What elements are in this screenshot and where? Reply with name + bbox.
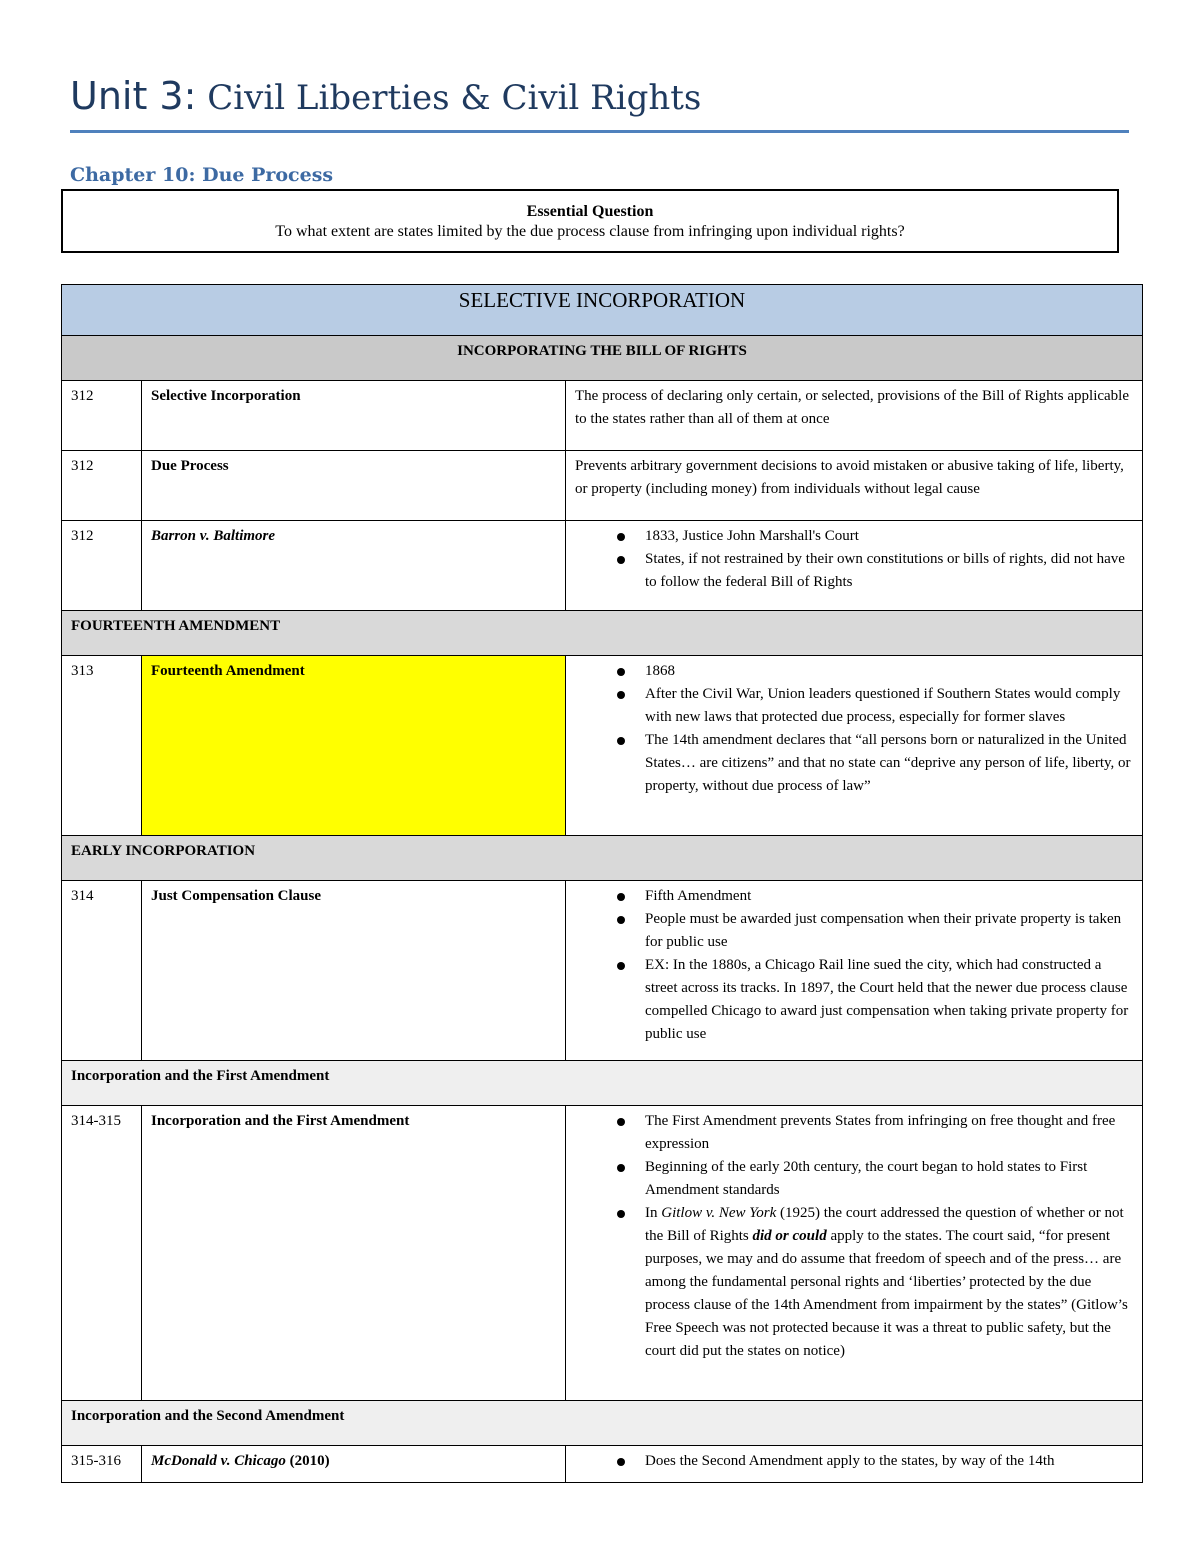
case-name: Gitlow v. New York bbox=[661, 1205, 777, 1221]
definition-cell: The process of declaring only certain, or selected, provisions of the Bill of Rights applicable to the states rather than all of them at once bbox=[566, 381, 1143, 451]
essential-question-text: To what extent are states limited by the due process clause from infringing upon individual rights? bbox=[275, 223, 905, 240]
page-cell: 313 bbox=[62, 656, 142, 836]
table-subtitle-row bbox=[62, 336, 1143, 381]
list-item: Fifth Amendment bbox=[645, 885, 1133, 908]
list-item: After the Civil War, Union leaders questioned if Southern States would comply with new laws that protected due process, especially for former slaves bbox=[645, 683, 1133, 729]
definition-cell bbox=[566, 521, 1143, 611]
page-cell: 312 bbox=[62, 451, 142, 521]
list-item: Beginning of the early 20th century, the court began to hold states to First Amendment standards bbox=[645, 1156, 1133, 1202]
term-cell: Due Process bbox=[142, 451, 566, 521]
page-cell: 314 bbox=[62, 881, 142, 1061]
section-heading: FOURTEENTH AMENDMENT bbox=[62, 611, 1143, 656]
chapter-heading: Chapter 10: Due Process bbox=[70, 164, 334, 186]
definition-cell bbox=[566, 1446, 1143, 1483]
table-title: SELECTIVE INCORPORATION bbox=[62, 285, 1143, 336]
list-item: EX: In the 1880s, a Chicago Rail line sued the city, which had constructed a street across its tracks. In 1897, the Court held that the newer due process clause compelled Chicago to award just compensation when taking private property for public use bbox=[645, 954, 1133, 1046]
term-cell: Selective Incorporation bbox=[142, 381, 566, 451]
table-row bbox=[62, 381, 1143, 451]
term-cell: Barron v. Baltimore bbox=[142, 521, 566, 611]
unit-title bbox=[70, 72, 701, 122]
section-heading: EARLY INCORPORATION bbox=[62, 836, 1143, 881]
list-item: Does the Second Amendment apply to the states, by way of the 14th bbox=[645, 1450, 1133, 1473]
table-subtitle: INCORPORATING THE BILL OF RIGHTS bbox=[62, 336, 1143, 381]
list-item: The 14th amendment declares that “all persons born or naturalized in the United States… are citizens” and that no state can “deprive any person of life, liberty, or property, without due process of law” bbox=[645, 729, 1133, 798]
list-item: In Gitlow v. New York (1925) the court addressed the question of whether or not the Bill of Rights did or could apply to the states. The court said, “for present purposes, we may and do assume that freedom of speech and of the press… are among the fundamental personal rights and ‘liberties’ protected by the due process clause of the 14th Amendment from impairment by the states” (Gitlow’s Free Speech was not protected because it was a threat to public safety, but the court did put the states on notice) bbox=[645, 1202, 1133, 1363]
unit-label: Unit 3: bbox=[70, 74, 197, 118]
term-cell: Incorporation and the First Amendment bbox=[142, 1106, 566, 1401]
definition-cell bbox=[566, 1106, 1143, 1401]
page-cell: 312 bbox=[62, 521, 142, 611]
essential-question-box bbox=[61, 189, 1119, 253]
case-name: McDonald v. Chicago bbox=[151, 1453, 286, 1469]
definition-cell: Prevents arbitrary government decisions to avoid mistaken or abusive taking of life, liberty, or property (including money) from individuals without legal cause bbox=[566, 451, 1143, 521]
list-item: States, if not restrained by their own constitutions or bills of rights, did not have to follow the federal Bill of Rights bbox=[645, 548, 1133, 594]
section-row-second-amendment bbox=[62, 1401, 1143, 1446]
term-cell: McDonald v. Chicago (2010) bbox=[142, 1446, 566, 1483]
section-row-fourteenth bbox=[62, 611, 1143, 656]
table-row bbox=[62, 881, 1143, 1061]
table-row bbox=[62, 656, 1143, 836]
title-divider bbox=[70, 130, 1129, 133]
page-cell: 314-315 bbox=[62, 1106, 142, 1401]
section-row-early bbox=[62, 836, 1143, 881]
table-row bbox=[62, 451, 1143, 521]
definition-cell bbox=[566, 881, 1143, 1061]
list-item: The First Amendment prevents States from infringing on free thought and free expression bbox=[645, 1110, 1133, 1156]
emphasis: did or could bbox=[752, 1228, 827, 1244]
term-cell-highlighted: Fourteenth Amendment bbox=[142, 656, 566, 836]
table-title-row bbox=[62, 285, 1143, 336]
list-item: 1868 bbox=[645, 660, 1133, 683]
term-cell: Just Compensation Clause bbox=[142, 881, 566, 1061]
section-row-first-amendment bbox=[62, 1061, 1143, 1106]
list-item: 1833, Justice John Marshall's Court bbox=[645, 525, 1133, 548]
page-cell: 315-316 bbox=[62, 1446, 142, 1483]
section-heading: Incorporation and the First Amendment bbox=[62, 1061, 1143, 1106]
table-row bbox=[62, 521, 1143, 611]
list-item: People must be awarded just compensation when their private property is taken for public use bbox=[645, 908, 1133, 954]
table-row bbox=[62, 1446, 1143, 1483]
definition-cell bbox=[566, 656, 1143, 836]
unit-title-text: Civil Liberties & Civil Rights bbox=[207, 78, 702, 118]
table-row bbox=[62, 1106, 1143, 1401]
section-heading: Incorporation and the Second Amendment bbox=[62, 1401, 1143, 1446]
page-cell: 312 bbox=[62, 381, 142, 451]
essential-question-heading: Essential Question bbox=[526, 203, 654, 220]
notes-table bbox=[61, 284, 1143, 1483]
